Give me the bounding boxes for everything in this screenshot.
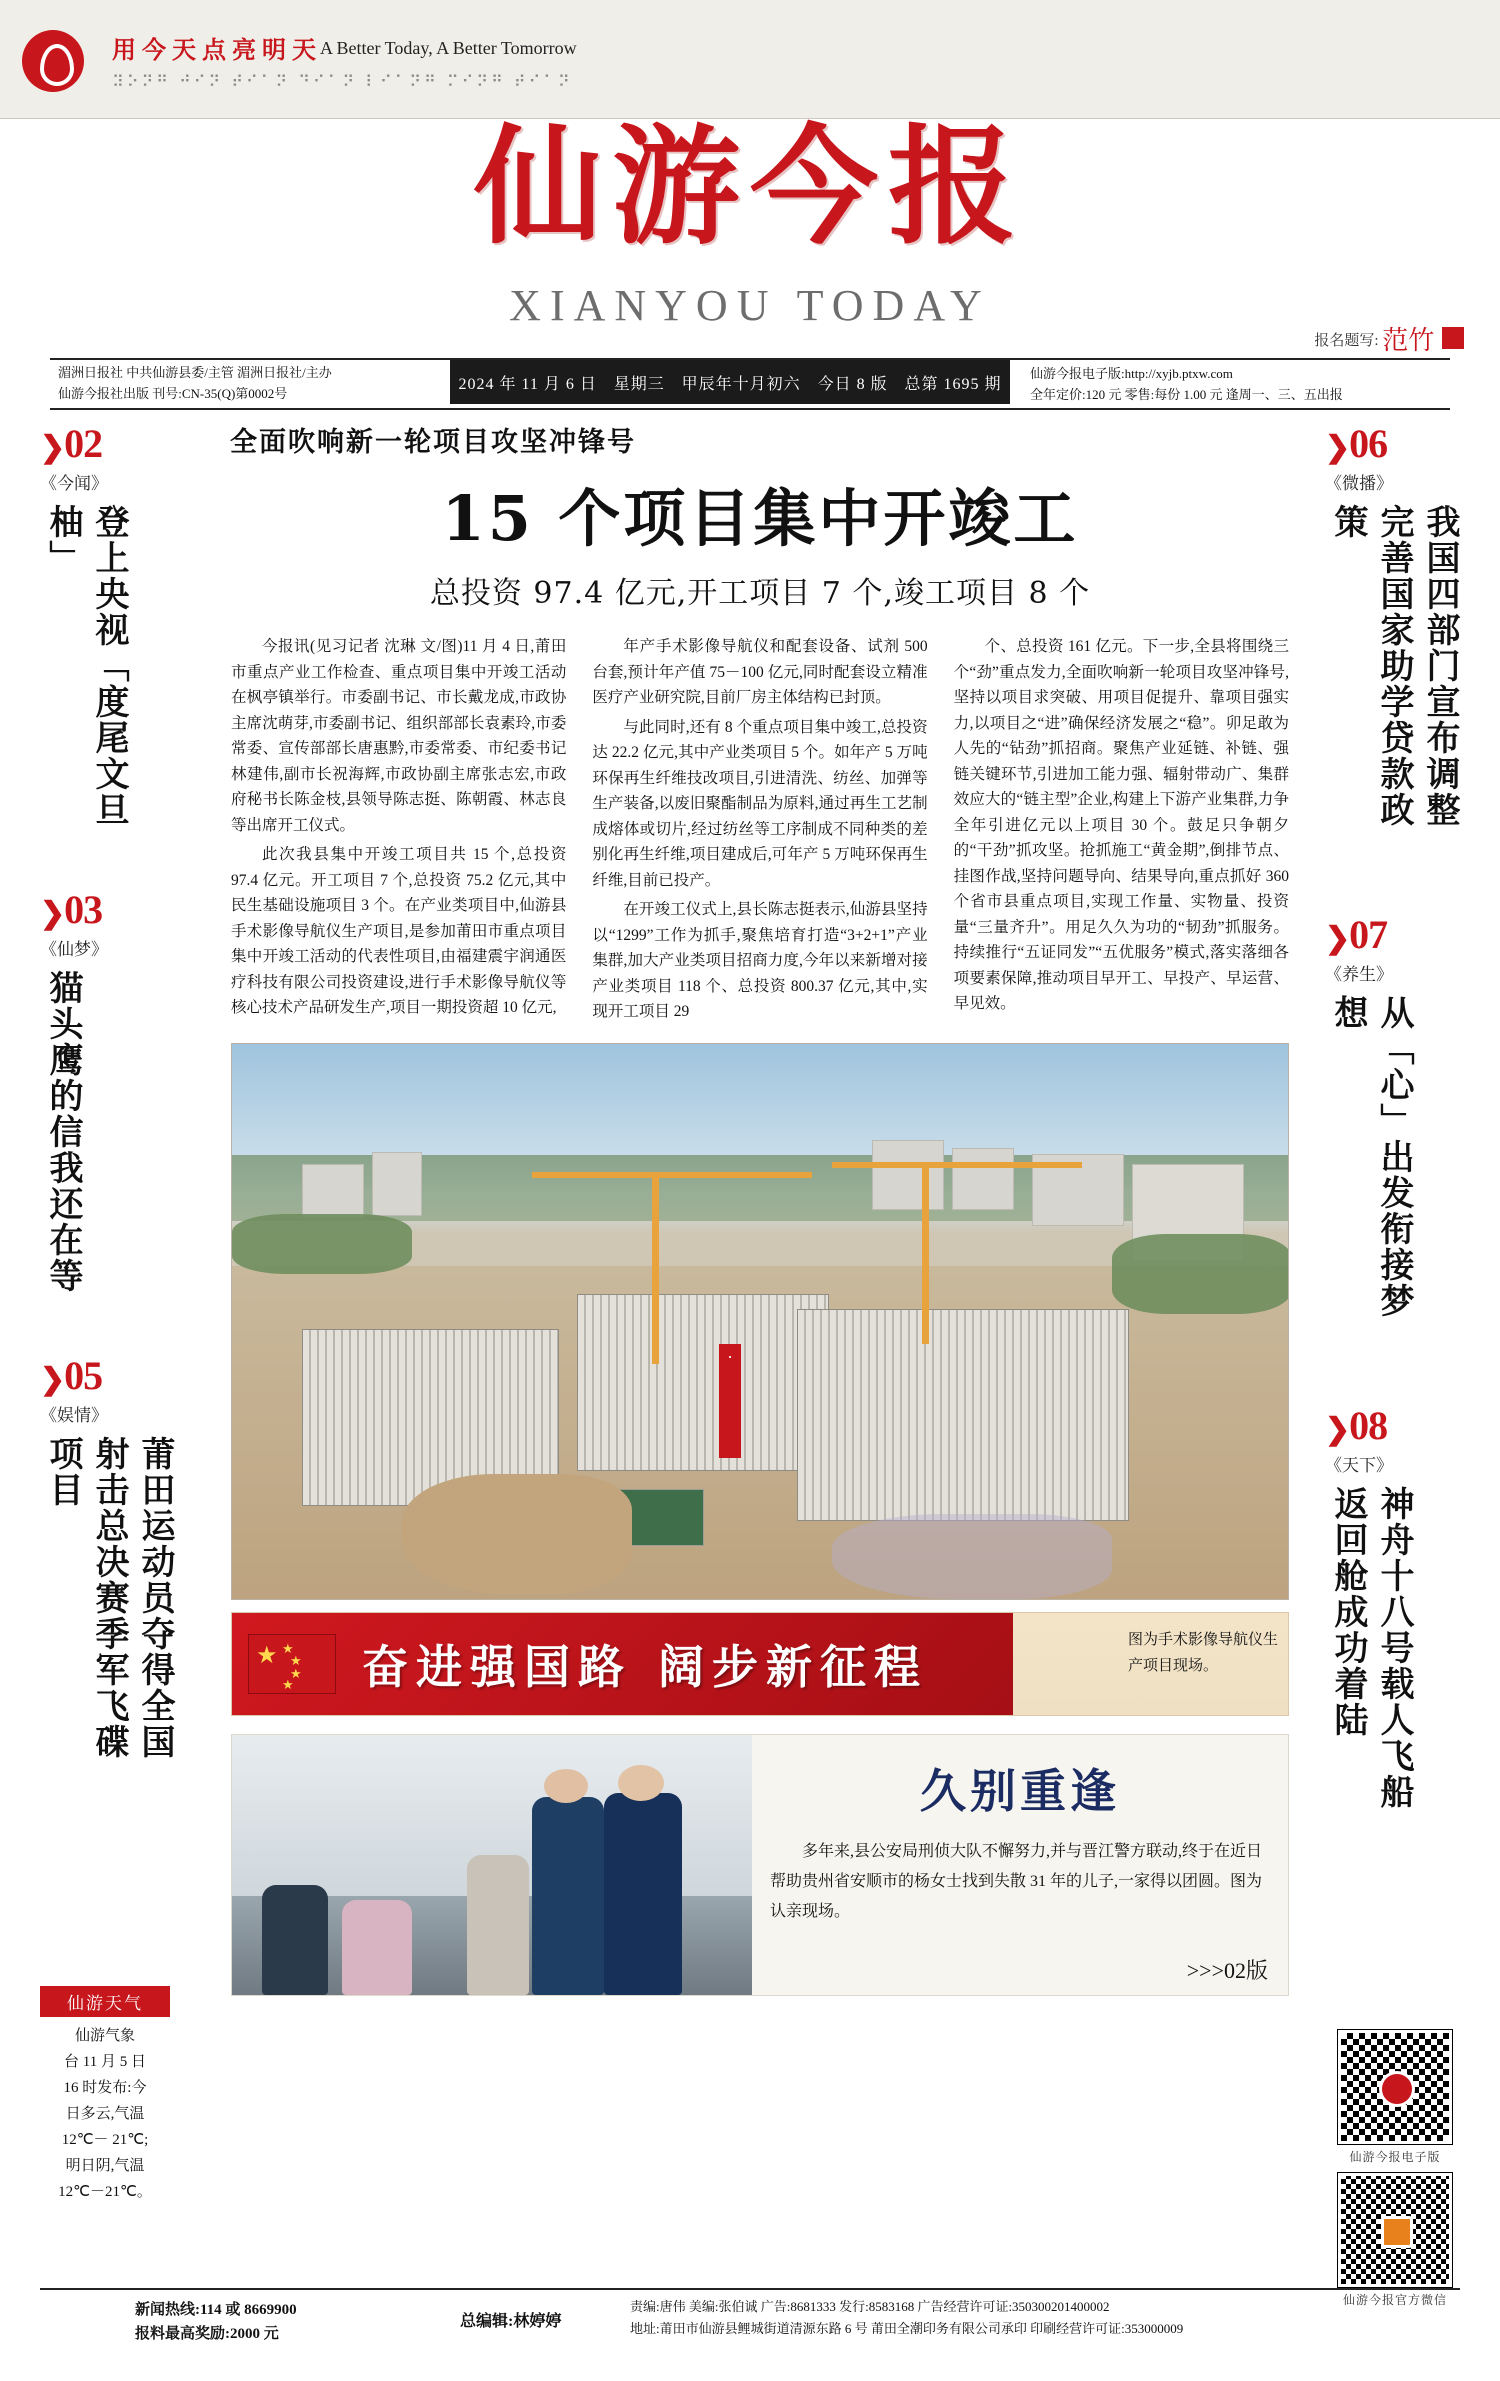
index-category: 《仙梦》 [40,940,108,959]
signature-note [1314,320,1464,357]
footer-contact [135,2298,297,2346]
braille-text: ⠽⠕⠝⠛ ⠚⠊⠝ ⠞⠊⠁⠝ ⠙⠊⠁⠝ ⠇⠊⠁⠝⠛ ⠍⠊⠝⠛ ⠞⠊⠁⠝ [112,72,573,91]
slogan-text-left: 奋进强国路 [362,1639,632,1694]
feature-body: 多年来,县公安局刑侦大队不懈努力,并与晋江警方联动,终于在近日帮助贵州省安顺市的杨女士找到失散 31 年的儿子,一家得以团圆。图为认亲现场。 [770,1842,1263,1920]
article-paragraph: 个、总投资 161 亿元。下一步,全县将围绕三个“劲”重点发力,全面吹响新一轮项目攻坚冲锋号,坚持以项目求突破、用项目促提升、靠项目强实力,以项目之“进”确保经济发展之“稳”。卯足敢为人先的“钻劲”抓招商。聚焦产业延链、补链、强链关键环节,引进加工能力强、辐射带动广、集群效应大的“链主型”企业,构建上下游产业集群,力争全年引进亿元以上项目 30 个。鼓足只争朝夕的“干劲”抓攻坚。抢抓施工“黄金期”,倒排节点、挂图作战,坚持问题导向、结果导向,重点抓好 360 个省市县重点项目,实现工作量、实物量、投资量“三量齐升”。用足久久为功的“韧劲”抓服务。持续推行“五证同发”“五优服务”模式,落实落细各项要素保障,推动项目早开工、早投产、早运营、早见效。 [953,638,1289,1012]
index-headline: 猫头鹰的信我还在等 [43,970,83,1294]
photo-background-building [372,1152,422,1216]
index-item-06[interactable] [1325,420,1460,859]
photo-tower-crane-mast [652,1174,659,1364]
publisher-line-1: 湄洲日报社 中共仙游县委/主管 湄洲日报社/主办 [58,365,332,380]
article-paragraph: 年产手术影像导航仪和配套设备、试剂 500 台套,预计年产值 75－100 亿元,同时配套设立精准医疗产业研究院,目前厂房主体结构已封顶。 [592,638,928,706]
left-index-column [40,420,175,1818]
photo-dirt-mound [832,1514,1112,1599]
article-subheadline: 总投资 97.4 亿元,开工项目 7 个,竣工项目 8 个 [429,576,1091,611]
index-headline: 莆田运动员夺得全国射击总决赛季军飞碟项目 [43,1436,175,1760]
subscription-info [1030,363,1343,405]
qr-code-epaper[interactable] [1338,2030,1452,2144]
photo-scaffold-building-right [797,1309,1129,1521]
issue-lunar-date: 甲辰年十月初六 [681,375,801,393]
photo-dirt-mound [402,1474,632,1594]
article-headline: 15 个项目集中开竣工 [441,482,1079,555]
article-paragraph: 此次我县集中开竣工项目共 15 个,总投资 97.4 亿元。开工项目 7 个,总投资 75.2 亿元,其中民生基础设施项目 3 个。在产业类项目中,仙游县手术影像导航仪生产项目,是参加莆田市重点项目集中开竣工活动的代表性项目,由福建震宇润通医疗科技有限公司投资建设,进行手术影像导航仪等核心技术产品研发生产,项目一期投资超 10 亿元, [231,846,567,1016]
index-headline: 神舟十八号载人飞船返回舱成功着陆 [1328,1486,1414,1810]
weather-line-7: 12℃－21℃。 [58,2184,152,2200]
index-headline: 从「心」出发衔接梦想 [1328,995,1414,1319]
article-paragraph: 今报讯(见习记者 沈琳 文/图)11 月 4 日,莆田市重点产业工作检查、重点项目集中开竣工活动在枫亭镇举行。市委副书记、市长戴龙成,市政协主席沈萌芽,市委副书记、组织部部长袁素玲,市委常委、宣传部部长唐惠黔,市委常委、市纪委书记林建伟,副市长祝海辉,市政协副主席张志宏,市政府秘书长陈金枝,县领导陈志挺、陈朝霞、林志良等出席开工仪式。 [231,638,567,834]
photo-background-building [872,1140,944,1210]
footer-editor: 总编辑:林婷婷 [460,2313,562,2330]
index-number: ❯05 [40,1353,103,1398]
feature-continue-link[interactable]: >>>02版 [1186,1957,1268,1983]
weather-line-4: 日多云,气温 [65,2106,145,2122]
footer-imprint-line-2: 地址:莆田市仙游县鲤城街道清源东路 6 号 莆田全潮印务有限公司承印 印刷经营许可证:353000009 [630,2321,1184,2336]
index-number: ❯03 [40,887,103,932]
feature-person-head [544,1769,588,1803]
feature-title: 久别重逢 [920,1763,1120,1818]
issue-date-bar [450,360,1010,404]
newspaper-logo-icon [22,30,84,92]
feature-photo-police-reunion [232,1735,752,1995]
feature-person-head [618,1765,664,1801]
main-photo-construction-site [231,1043,1289,1600]
photo-background-building [302,1164,364,1218]
qr-center-logo-icon [1381,2216,1413,2248]
index-category: 《娱情》 [40,1406,108,1425]
photo-site-banner: · [719,1344,741,1458]
publisher-info [58,362,332,404]
index-category: 《养生》 [1325,965,1393,984]
propaganda-slogan-strip [231,1612,1289,1716]
right-index-column [1325,420,1460,1893]
feature-person-officer [532,1797,604,1995]
seal-icon [1442,327,1464,349]
signature-label: 报名题写: [1314,333,1379,349]
qr-code-block [1325,2030,1465,2308]
footer-imprint-line-1: 责编:唐伟 美编:张伯诚 广告:8681333 发行:8583168 广告经营许可证:350300201400002 [630,2299,1110,2314]
masthead-title-block [0,112,1500,355]
china-flag-icon: ★ ★ ★ ★ ★ [248,1634,336,1694]
slogan-text-right: 阔步新征程 [658,1639,928,1694]
index-headline: 我国四部门宣布调整完善国家助学贷款政策 [1328,504,1460,828]
page-footer [40,2288,1460,2358]
weather-line-2: 台 11 月 5 日 [64,2054,146,2070]
index-number: ❯08 [1325,1403,1388,1448]
article-column-2 [592,634,927,1029]
weather-box [40,1986,170,2205]
feature-person-officer [604,1793,682,1995]
feature-person-seated [342,1900,412,1995]
photo-vegetation [232,1214,412,1274]
index-headline: 登上央视「度尾文旦柚」 [43,504,129,828]
index-item-03[interactable] [40,886,175,1300]
photo-scaffold-building-mid [577,1294,829,1471]
footer-hotline: 新闻热线:114 或 8669900 [135,2302,297,2318]
newspaper-title-en: XIANYOU TODAY [509,281,991,330]
feature-person-standing [467,1855,529,1995]
article-body-columns [205,634,1315,1029]
issue-number: 总第 1695 期 [904,375,1002,393]
weather-body [40,2017,170,2205]
article-column-1 [231,634,566,1029]
masthead-slogan-en: A Better Today, A Better Tomorrow [320,38,577,58]
weather-line-6: 明日阴,气温 [65,2158,145,2174]
newspaper-title-cn: 仙游今报 [473,112,1026,262]
photo-vegetation [1112,1234,1289,1314]
index-category: 《天下》 [1325,1456,1393,1475]
index-category: 《今闻》 [40,474,108,493]
index-item-05[interactable] [40,1352,175,1766]
qr-center-logo-icon [1379,2071,1415,2107]
index-category: 《微播》 [1325,474,1393,493]
feature-text-block [752,1735,1288,1995]
index-item-08[interactable] [1325,1402,1460,1841]
issue-date: 2024 年 11 月 6 日 [458,375,597,393]
weather-line-5: 12℃－ 21℃; [61,2132,149,2148]
issue-weekday: 星期三 [613,375,665,393]
issue-pages: 今日 8 版 [817,375,888,393]
index-number: ❯02 [40,421,103,466]
issue-info-strip [50,358,1450,410]
masthead-slogan-cn: 用今天点亮明天 [112,38,322,64]
signature-name: 范竹 [1382,326,1435,355]
qr-code-wechat[interactable] [1338,2173,1452,2287]
publisher-line-2: 仙游今报社出版 刊号:CN-35(Q)第0002号 [58,386,288,401]
photo-background-building [952,1148,1014,1210]
qr-caption-wechat: 仙游今报官方微信 [1342,2293,1447,2307]
edition-url: 仙游今报电子版:http://xyjb.ptxw.com [1030,366,1233,381]
qr-caption-epaper: 仙游今报电子版 [1349,2150,1441,2164]
photo-tower-crane-jib [832,1162,1082,1168]
index-number: ❯06 [1325,421,1388,466]
photo-tower-crane-mast [922,1164,929,1344]
weather-line-3: 16 时发布:今 [63,2080,147,2096]
article-column-3 [954,634,1289,1029]
slogan-red-panel [232,1613,1013,1715]
main-article [205,420,1315,1996]
footer-reward: 报料最高奖励:2000 元 [135,2326,279,2342]
feature-person-seated [262,1885,328,1995]
article-kicker: 全面吹响新一轮项目攻坚冲锋号 [230,427,636,458]
index-number: ❯07 [1325,912,1388,957]
article-paragraph: 在开竣工仪式上,县长陈志挺表示,仙游县坚持以“1299”工作为抓手,聚焦培育打造“3+2+1”产业集群,加大产业类项目招商力度,今年以来新增对接产业类项目 118 个、总投资 800.37 亿元,其中,实现开工项目 29 [592,901,928,1020]
masthead-topbar [0,0,1500,119]
article-paragraph: 与此同时,还有 8 个重点项目集中竣工,总投资达 22.2 亿元,其中产业类项目 5 个。如年产 5 万吨环保再生纤维技改项目,引进清洗、纺丝、加弹等生产装备,以废旧聚酯制品为原料,通过再生工艺制成熔体或切片,经过纺丝等工序制成不同种类的差别化再生纤维,项目建成后,可年产 5 万吨环保再生纤维,目前已投产。 [592,718,928,889]
index-item-07[interactable] [1325,911,1460,1350]
photo-tower-crane-jib [532,1172,812,1178]
footer-imprint [630,2296,1183,2340]
weather-title: 仙游天气 [40,1986,170,2017]
price-info: 全年定价:120 元 零售:每份 1.00 元 逢周一、三、五出报 [1030,387,1343,402]
weather-line-1: 仙游气象 [74,2028,135,2044]
secondary-feature [231,1734,1289,1996]
index-item-02[interactable] [40,420,175,834]
photo-caption: 图为手术影像导航仪生产项目现场。 [1128,1631,1279,1674]
